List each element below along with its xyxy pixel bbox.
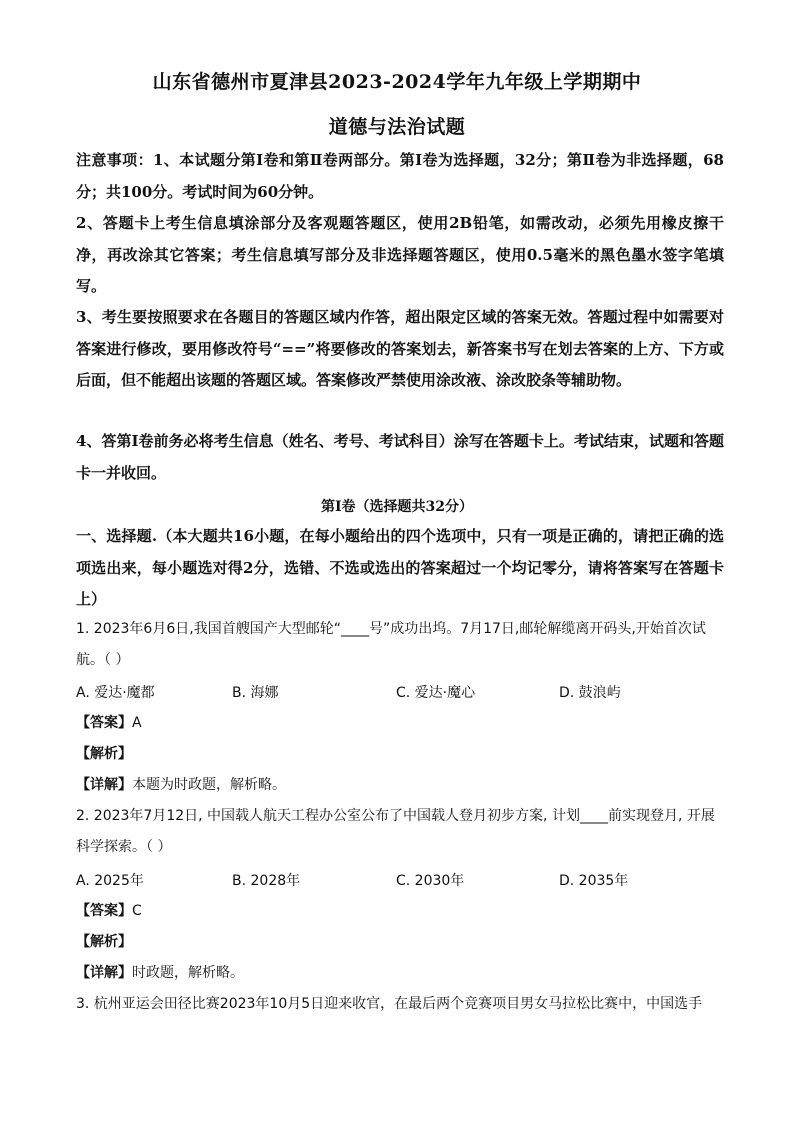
analysis-label: 【解析】 bbox=[76, 934, 132, 950]
exam-subject: 道德与法治试题 bbox=[328, 116, 466, 138]
question-2-answer bbox=[76, 900, 142, 920]
question-1-analysis bbox=[76, 743, 132, 763]
detail-label: 【详解】 bbox=[76, 965, 132, 981]
answer-value: C bbox=[132, 903, 142, 919]
answer-value: A bbox=[132, 715, 142, 731]
option-b: B. 2028年 bbox=[232, 873, 301, 889]
note-4: 4、答第Ⅰ卷前务必将考生信息（姓名、考号、考试科目）涂写在答题卡上。考试结束，试题和答题卡一并收回。 bbox=[76, 432, 724, 482]
answer-label: 【答案】 bbox=[76, 715, 132, 731]
question-3-stem: 3. 杭州亚运会田径比赛2023年10月5日迎来收官，在最后两个竞赛项目男女马拉松比赛中，中国选手 bbox=[76, 996, 703, 1012]
option-d: D. 2035年 bbox=[559, 873, 629, 889]
question-1-detail bbox=[76, 774, 286, 794]
detail-text: 时政题，解析略。 bbox=[132, 965, 244, 981]
note-3: 3、考生要按照要求在各题目的答题区域内作答，超出限定区域的答案无效。答题过程中如需要对答案进行修改，要用修改符号“==”将要修改的答案划去，新答案书写在划去答案的上方、下方或后面，但不能超出该题的答题区域。答案修改严禁使用涂改液、涂改胶条等辅助物。 bbox=[76, 308, 724, 389]
question-2-options bbox=[76, 870, 724, 892]
note-2: 2、答题卡上考生信息填涂部分及客观题答题区，使用2B铅笔，如需改动，必须先用橡皮擦干净，再改涂其它答案；考生信息填写部分及非选择题答题区，使用0.5毫米的黑色墨水签字笔填写。 bbox=[76, 214, 724, 295]
detail-text: 本题为时政题，解析略。 bbox=[132, 777, 286, 793]
question-1-options bbox=[76, 682, 724, 704]
note-1: 注意事项：1、本试题分第Ⅰ卷和第Ⅱ卷两部分。第Ⅰ卷为选择题，32分；第Ⅱ卷为非选择题，68分；共100分。考试时间为60分钟。 bbox=[76, 151, 724, 201]
question-2-analysis bbox=[76, 931, 132, 951]
question-2-stem: 2. 2023年7月12日, 中国载人航天工程办公室公布了中国载人登月初步方案, 计划____前实现登月, 开展科学探索。（ ） bbox=[76, 808, 715, 855]
exam-title: 山东省德州市夏津县2023-2024学年九年级上学期期中 bbox=[152, 71, 642, 93]
option-c: C. 爱达·魔心 bbox=[396, 685, 476, 701]
option-a: A. 爱达·魔都 bbox=[76, 685, 155, 701]
question-1-stem: 1. 2023年6月6日,我国首艘国产大型邮轮“____号”成功出坞。7月17日,邮轮解缆离开码头,开始首次试航。（ ） bbox=[76, 621, 706, 668]
question-1-answer bbox=[76, 712, 142, 732]
detail-label: 【详解】 bbox=[76, 777, 132, 793]
option-b: B. 海娜 bbox=[232, 685, 279, 701]
option-d: D. 鼓浪屿 bbox=[559, 685, 621, 701]
option-a: A. 2025年 bbox=[76, 873, 144, 889]
question-2-detail bbox=[76, 962, 244, 982]
analysis-label: 【解析】 bbox=[76, 746, 132, 762]
option-c: C. 2030年 bbox=[396, 873, 465, 889]
section-instructions: 一、选择题.（本大题共16小题，在每小题给出的四个选项中，只有一项是正确的，请把正确的选项选出来，每小题选对得2分，选错、不选或选出的答案超过一个均记零分，请将答案写在答题卡上） bbox=[76, 527, 724, 608]
answer-label: 【答案】 bbox=[76, 903, 132, 919]
section-heading: 第Ⅰ卷（选择题共32分） bbox=[320, 499, 474, 515]
